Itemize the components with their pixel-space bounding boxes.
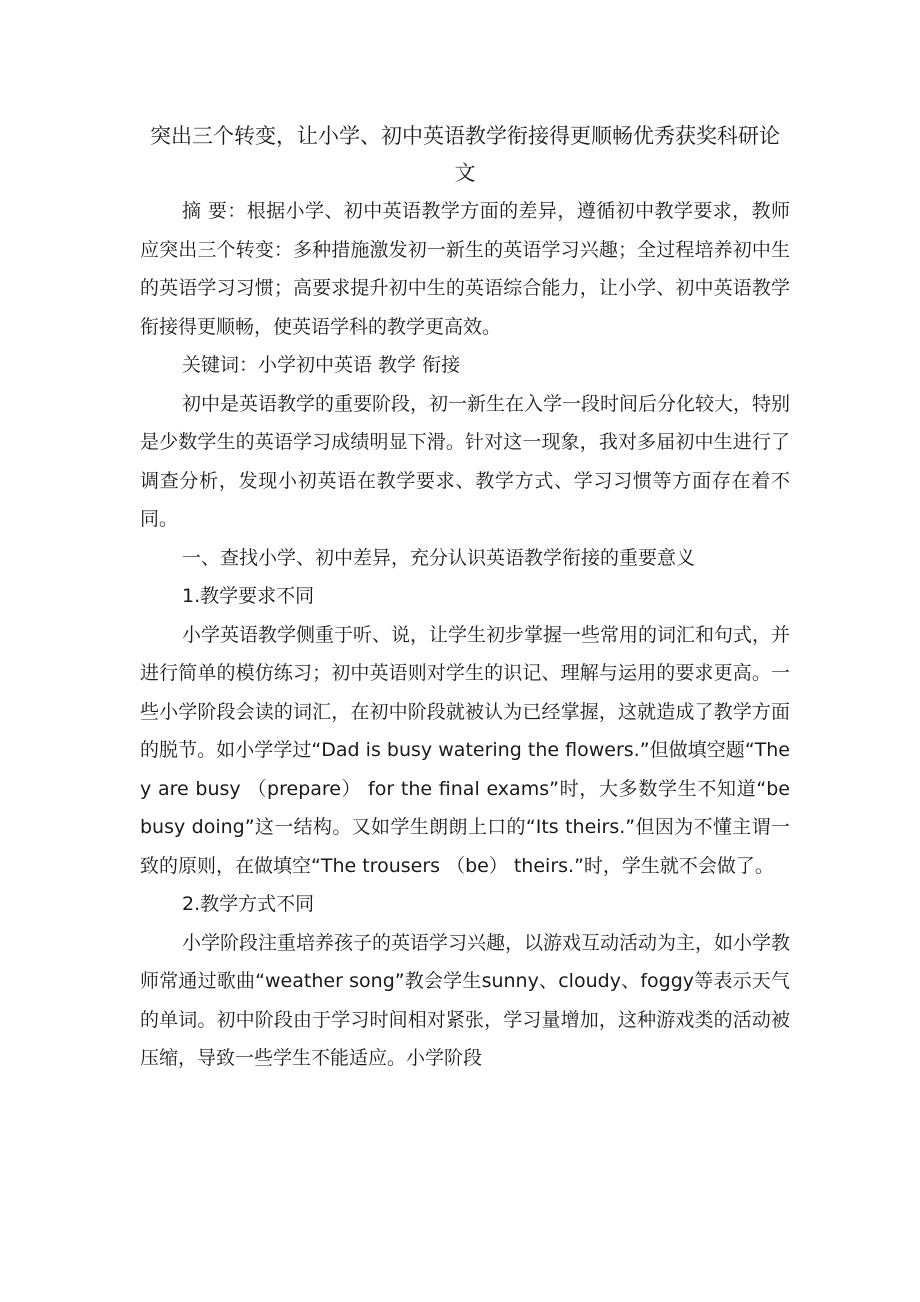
subheading-2: 2.教学方式不同 [182, 893, 315, 915]
abstract-paragraph: 摘 要：根据小学、初中英语教学方面的差异，遵循初中教学要求，教师应突出三个转变：多种措施激发初一新生的英语学习兴趣；全过程培养初中生的英语学习习惯；高要求提升初中生的英语综合能力，让小学、初中英语教学衔接得更顺畅，使英语学科的教学更高效。 [140, 200, 790, 338]
section-heading-1: 一、查找小学、初中差异，充分认识英语教学衔接的重要意义 [182, 546, 696, 569]
intro-paragraph: 初中是英语教学的重要阶段，初一新生在入学一段时间后分化较大，特别是少数学生的英语学习成绩明显下滑。针对这一现象，我对多届初中生进行了调查分析，发现小初英语在教学要求、教学方式、学习习惯等方面存在着不同。 [140, 392, 791, 530]
document-page [140, 118, 790, 1078]
subheading-1: 1.教学要求不同 [182, 585, 315, 607]
body-paragraph-2: 小学阶段注重培养孩子的英语学习兴趣，以游戏互动活动为主，如小学教师常通过歌曲“weather song”教会学生sunny、cloudy、foggy等表示天气的单词。初中阶段由于学习时间相对紧张，学习量增加，这种游戏类的活动被压缩，导致一些学生不能适应。小学阶段 [140, 931, 791, 1069]
keywords-paragraph: 关键词：小学初中英语 教学 衔接 [182, 354, 461, 376]
body-paragraph-1: 小学英语教学侧重于听、说，让学生初步掌握一些常用的词汇和句式，并进行简单的模仿练习；初中英语则对学生的识记、理解与运用的要求更高。一些小学阶段会读的词汇，在初中阶段就被认为已经掌握，这就造成了教学方面的脱节。如小学学过“Dad is busy watering the flowers.”但做填空题“They are busy （prepare） for the final exams”时，大多数学生不知道“be busy doing”这一结构。又如学生朗朗上口的“Its theirs.”但因为不懂主谓一致的原则，在做填空“The trousers （be） theirs.”时，学生就不会做了。 [140, 623, 791, 877]
document-title: 突出三个转变，让小学、初中英语教学衔接得更顺畅优秀获奖科研论文 [150, 124, 780, 185]
